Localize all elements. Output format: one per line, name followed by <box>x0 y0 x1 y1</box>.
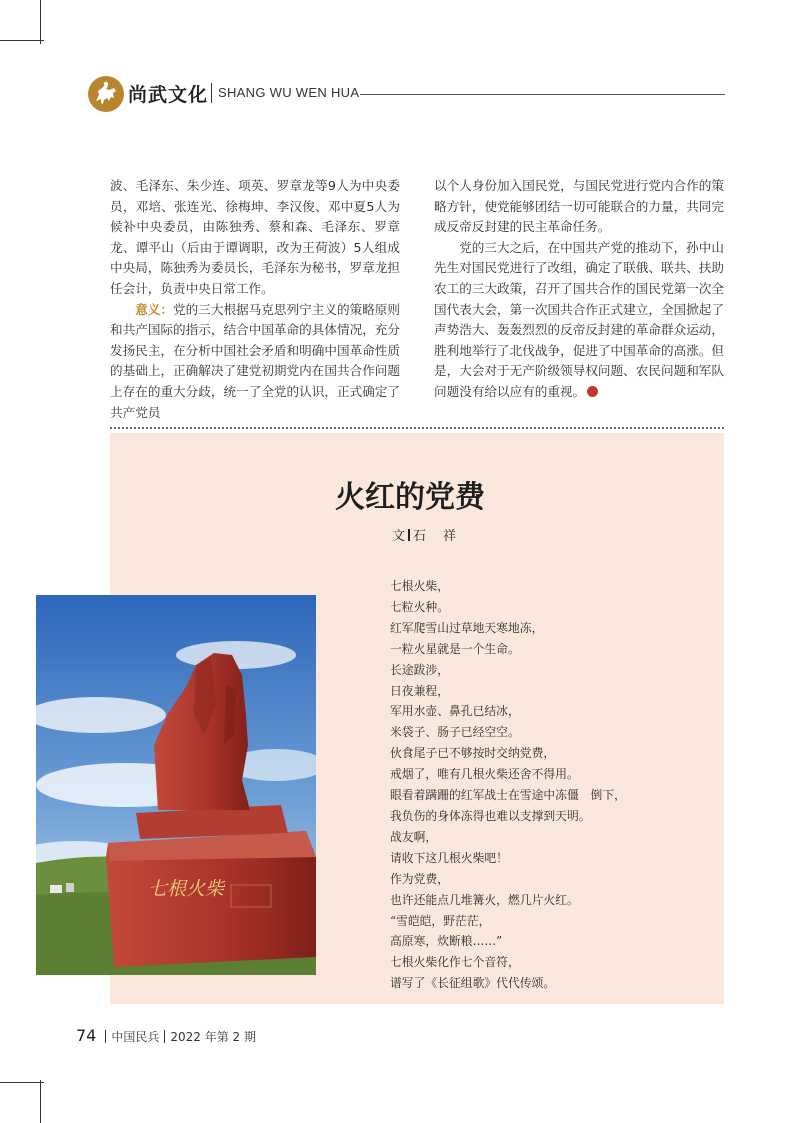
article-paragraph <box>434 238 724 403</box>
poem-line: 戒烟了，唯有几根火柴还舍不得用。 <box>390 767 579 782</box>
end-mark-icon <box>587 386 598 397</box>
section-title: 尚武文化 <box>128 84 209 106</box>
crop-mark <box>0 1082 44 1083</box>
article-paragraph: 以个人身份加入国民党，与国民党进行党内合作的策略方针，使党能够团结一切可能联合的力量，共同完成反帝反封建的民主革命任务。 <box>434 178 724 235</box>
poem-line: 也许还能点几堆篝火，燃几片火红。 <box>390 892 579 907</box>
page-number: 74 <box>76 1026 97 1045</box>
poem-line: 战友啊， <box>390 829 438 844</box>
dotted-divider <box>110 427 724 429</box>
poem-line: 军用水壶、鼻孔已结冰， <box>390 704 520 719</box>
poem-line: 请收下这几根火柴吧！ <box>390 850 508 865</box>
poem-line: 眼看着蹒跚的红军战士在雪途中冻僵 倒下， <box>390 788 626 803</box>
byline-prefix: 文 <box>392 529 408 544</box>
monument-photo <box>36 595 316 975</box>
poem-line: 作为党费， <box>390 871 449 886</box>
poem-title: 火红的党费 <box>335 480 485 515</box>
poem-lines <box>390 576 626 994</box>
article-paragraph: 波、毛泽东、朱少连、项英、罗章龙等9人为中央委员，邓培、张连光、徐梅坤、李汉俊、邓中夏5人为候补中央委员，由陈独秀、蔡和森、毛泽东、罗章龙、谭平山（后由于谭调职，改为王荷波）5人组成中央局，陈独秀为委员长，毛泽东为秘书，罗章龙担任会计，负责中央日常工作。 <box>110 178 400 296</box>
crop-mark <box>40 0 41 44</box>
article-column-left <box>110 176 400 423</box>
poem-line: 一粒火星就是一个生命。 <box>390 641 520 656</box>
poem-byline <box>392 525 458 544</box>
article-column-right <box>434 176 724 403</box>
poem-line: 谱写了《长征组歌》代代传颂。 <box>390 976 556 991</box>
crop-mark <box>0 40 44 41</box>
issue-label: 2022 年第 2 期 <box>170 1030 256 1044</box>
horse-rider-logo-icon <box>88 76 124 112</box>
section-subtitle: SHANG WU WEN HUA <box>218 85 360 100</box>
poem-line: 伙食尾子已不够按时交纳党费， <box>390 746 556 761</box>
poem-line: 长途跋涉， <box>390 662 449 677</box>
poem-line: 我负伤的身体冻得也难以支撑到天明。 <box>390 808 591 823</box>
poem-line: 七粒火种。 <box>390 599 449 614</box>
poem-author: 石 祥 <box>413 529 459 544</box>
poem-line: 高原寒，炊断粮……” <box>390 934 503 949</box>
header-rule <box>360 94 725 95</box>
poem-line: 红军爬雪山过草地天寒地冻， <box>390 620 544 635</box>
page-footer <box>76 1026 256 1045</box>
keyword-label: 意义： <box>135 301 174 317</box>
header-divider <box>211 83 212 103</box>
magazine-name: 中国民兵 <box>111 1030 160 1044</box>
article-paragraph-text: 党的三大根据马克思列宁主义的策略原则和共产国际的指示，结合中国革命的具体情况，充分发扬民主，在分析中国社会矛盾和明确中国革命性质的基础上，正确解决了建党初期党内在国共合作问题上存在的重大分歧，统一了全党的认识，正式确定了共产党员 <box>110 301 401 420</box>
article-paragraph <box>110 300 400 424</box>
poem-line: 七根火柴化作七个音符， <box>390 955 520 970</box>
article-paragraph-text: 党的三大之后，在中国共产党的推动下，孙中山先生对国民党进行了改组，确定了联俄、联共、扶助农工的三大政策，召开了国共合作的国民党第一次全国代表大会，第一次国共合作正式建立，全国掀起了声势浩大、轰轰烈烈的反帝反封建的革命群众运动，胜利地举行了北伐战争，促进了中国革命的高涨。但是，大会对于无产阶级领导权问题、农民问题和军队问题没有给以应有的重视。 <box>434 239 724 399</box>
poem-line: 七根火柴， <box>390 579 449 593</box>
poem-line: “雪皑皑，野茫茫， <box>390 913 491 928</box>
poem-line: 米袋子、肠子已经空空。 <box>390 725 520 740</box>
poem-line: 日夜兼程， <box>390 683 449 698</box>
crop-mark <box>40 1080 41 1123</box>
monument-inscription: 七根火柴 <box>148 878 225 900</box>
